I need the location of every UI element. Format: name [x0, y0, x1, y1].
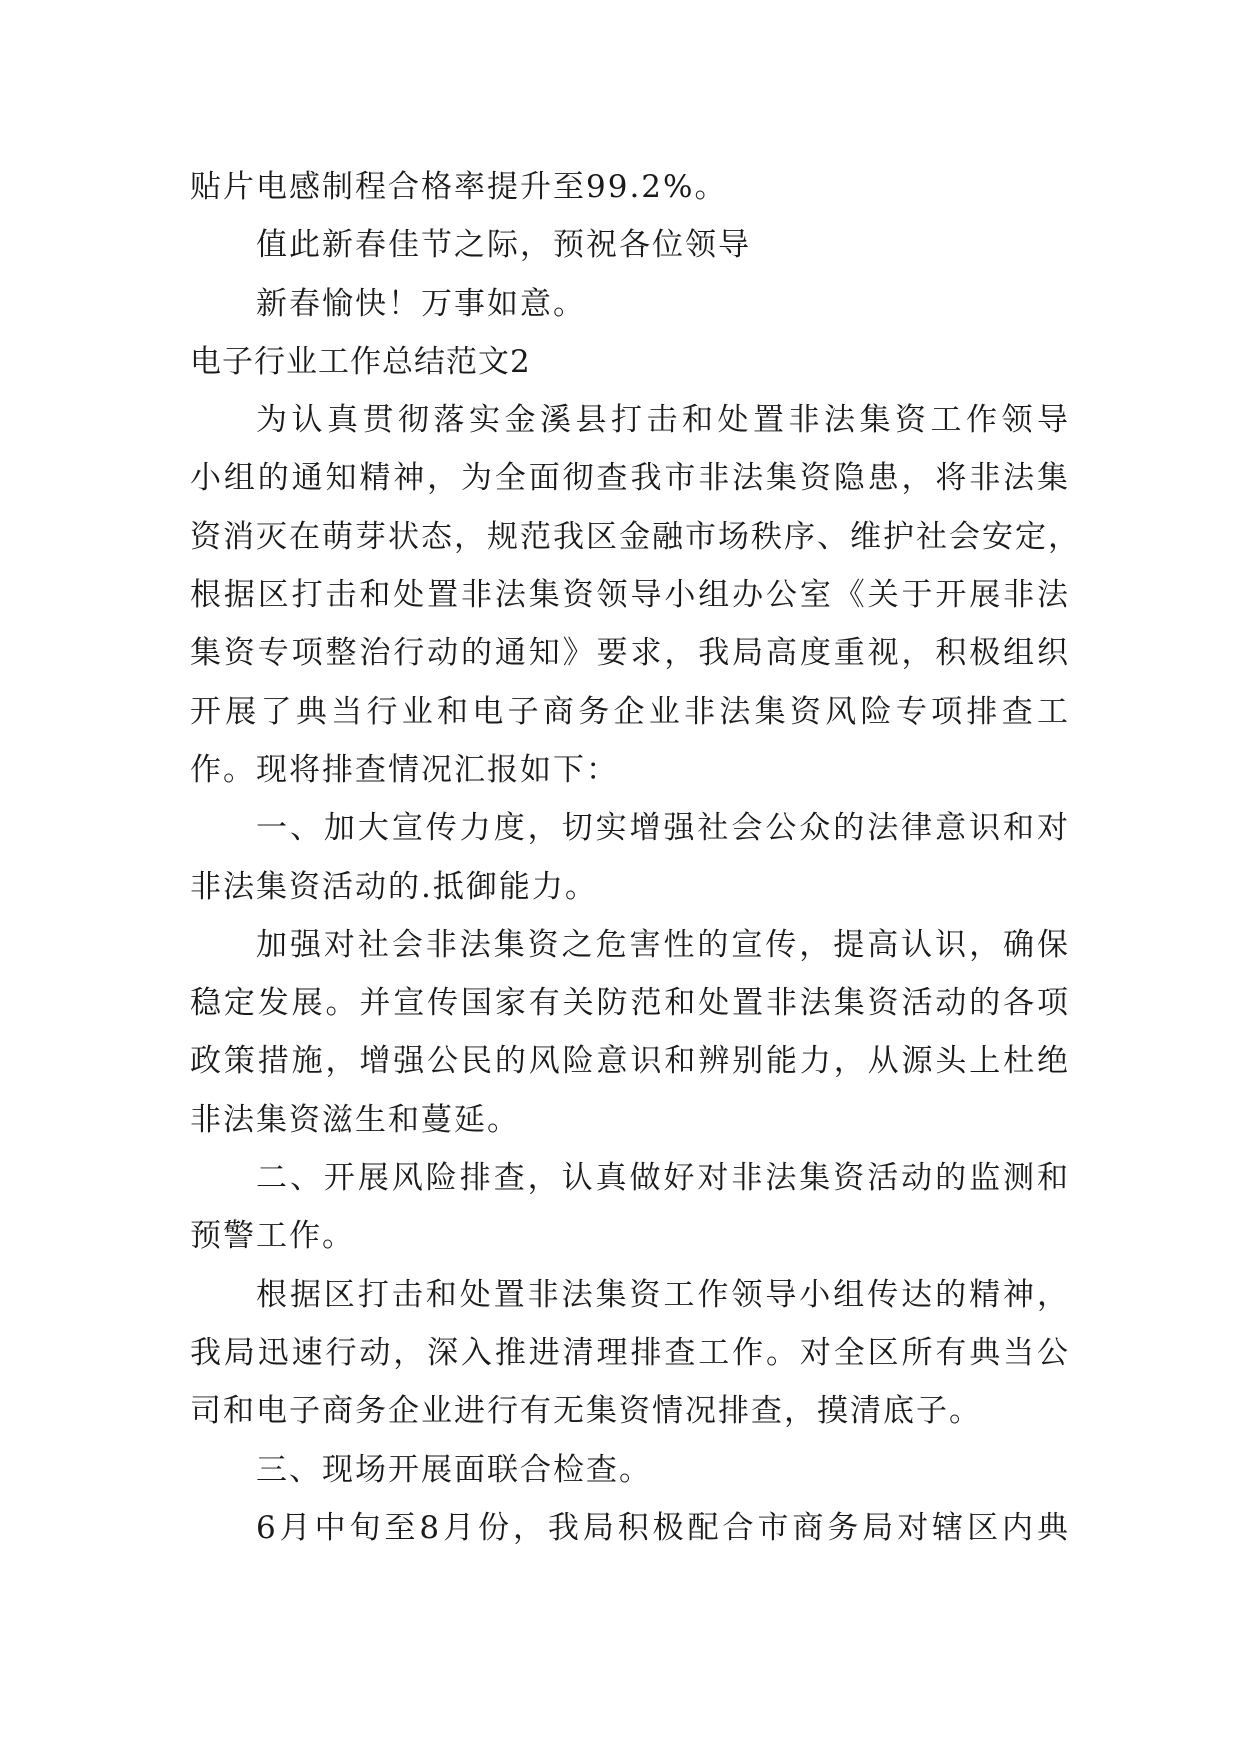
text-line: 资消灭在萌芽状态，规范我区金融市场秩序、维护社会安定， — [190, 518, 1081, 555]
text-line: 稳定发展。并宣传国家有关防范和处置非法集资活动的各项 — [190, 985, 1070, 1022]
text-line: 开展了典当行业和电子商务企业非法集资风险专项排查工 — [190, 693, 1070, 730]
text-line: 预警工作。 — [190, 1218, 355, 1255]
text-line: 非法集资滋生和蔓延。 — [190, 1101, 520, 1138]
section-heading: 电子行业工作总结范文2 — [190, 343, 531, 380]
text-line: 根据区打击和处置非法集资工作领导小组传达的精神， — [256, 1276, 1070, 1313]
text-line: 6月中旬至8月份，我局积极配合市商务局对辖区内典 — [256, 1509, 1070, 1546]
text-line: 司和电子商务企业进行有无集资情况排查，摸清底子。 — [190, 1393, 982, 1430]
text-line: 作。现将排查情况汇报如下： — [190, 751, 619, 788]
text-line: 加强对社会非法集资之危害性的宣传，提高认识，确保 — [256, 926, 1070, 963]
text-line: 小组的通知精神，为全面彻查我市非法集资隐患，将非法集 — [190, 460, 1070, 497]
text-line: 新春愉快！万事如意。 — [256, 285, 586, 322]
text-line: 一、加大宣传力度，切实增强社会公众的法律意识和对 — [256, 810, 1070, 847]
text-line: 二、开展风险排查，认真做好对非法集资活动的监测和 — [256, 1160, 1070, 1197]
text-line: 非法集资活动的.抵御能力。 — [190, 868, 598, 905]
text-line: 值此新春佳节之际，预祝各位领导 — [256, 227, 751, 264]
text-line: 根据区打击和处置非法集资领导小组办公室《关于开展非法 — [190, 577, 1070, 614]
text-line: 政策措施，增强公民的风险意识和辨别能力，从源头上杜绝 — [190, 1043, 1070, 1080]
document-body — [190, 158, 1081, 1557]
text-line: 贴片电感制程合格率提升至99.2%。 — [190, 169, 728, 205]
text-line: 集资专项整治行动的通知》要求，我局高度重视，积极组织 — [190, 635, 1070, 672]
text-line: 我局迅速行动，深入推进清理排查工作。对全区所有典当公 — [190, 1334, 1070, 1371]
text-line: 三、现场开展面联合检查。 — [256, 1451, 652, 1488]
text-line: 为认真贯彻落实金溪县打击和处置非法集资工作领导 — [256, 402, 1070, 439]
